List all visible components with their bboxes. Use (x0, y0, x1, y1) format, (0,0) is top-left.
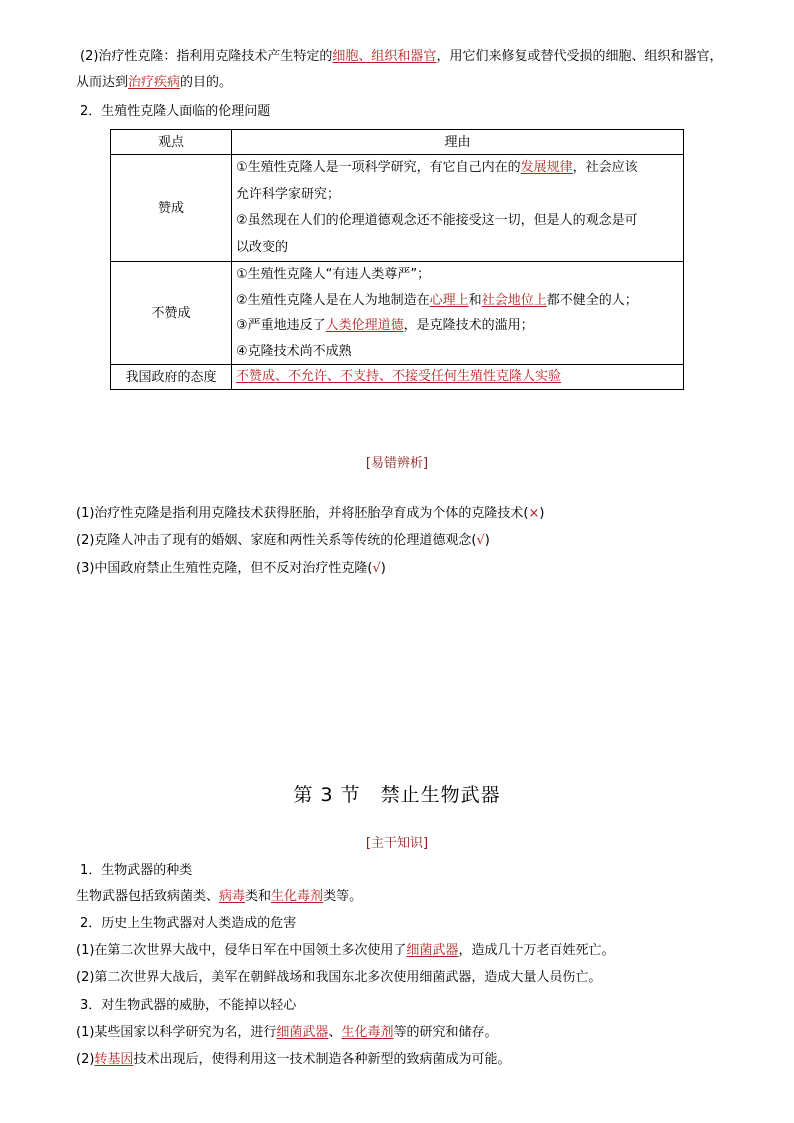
reason-line: ②虽然现在人们的伦理道德观念还不能接受这一切，但是人的观念是可 (236, 213, 638, 228)
view-cell: 不赞成 (111, 262, 232, 365)
text: (1)治疗性克隆是指利用克隆技术获得胚胎，并将胚胎孕育成为个体的克隆技术( (76, 506, 529, 521)
text: 都不健全的人； (546, 292, 638, 308)
reason-line (236, 155, 679, 182)
reason-cell (232, 262, 684, 365)
text: (1)某些国家以科学研究为名，进行 (76, 1025, 277, 1040)
heading-ethics: 2．生殖性克隆人面临的伦理问题 (80, 104, 271, 119)
text: ，是克隆技术的滥用； (403, 318, 534, 333)
text: (2) (76, 1052, 95, 1067)
paragraph: (2)第二次世界大战后，美军在朝鲜战场和我国东北多次使用细菌武器，造成大量人员伤亡。 (76, 970, 602, 985)
text: ) (380, 561, 386, 576)
text: ，用它们来修复或替代受损的细胞、组织和器官， (436, 49, 723, 64)
text: 从而达到 (76, 75, 129, 90)
fill-blank: 病毒 (219, 889, 246, 904)
reason-line (236, 288, 679, 314)
fill-blank: 生化毒剂 (341, 1025, 394, 1040)
fill-blank: 心理上 (429, 292, 469, 308)
fill-blank: 不赞成、不允许、不支持、不接受任何生殖性克隆人实验 (236, 369, 562, 384)
fill-blank: 人类伦理道德 (325, 318, 404, 333)
reason-line: 以改变的 (236, 239, 289, 255)
table-row-oppose (111, 262, 684, 365)
heading-weapon-types: 1．生物武器的种类 (80, 863, 193, 878)
table-row-support (111, 155, 684, 262)
fill-blank: 细胞、组织和器官 (332, 49, 437, 64)
judgement-item (76, 559, 386, 579)
fill-blank: 治疗疾病 (128, 75, 181, 90)
reason-line: ④克隆技术尚不成熟 (236, 343, 352, 359)
reason-line: 允许科学家研究； (236, 186, 341, 202)
reason-line: ①生殖性克隆人“有违人类尊严”； (236, 267, 431, 282)
judgement-item (76, 531, 490, 551)
text: 类和 (245, 889, 272, 904)
text: ①生殖性克隆人是一项科学研究，有它自己内在的 (236, 160, 521, 175)
paragraph-therapeutic-cloning-line2 (76, 73, 232, 93)
check-mark-icon: √ (372, 561, 381, 576)
text: 生物武器包括致病菌类、 (76, 889, 220, 904)
table-row-government (111, 365, 684, 390)
fill-blank: 细菌武器 (276, 1025, 329, 1040)
text: ③严重地违反了 (236, 318, 326, 333)
paragraph (76, 887, 362, 907)
text: 的目的。 (180, 75, 233, 90)
ethics-table (110, 129, 684, 390)
text: 技术出现后，使得利用这一技术制造各种新型的致病菌成为可能。 (133, 1052, 511, 1067)
fill-blank: 社会地位上 (481, 292, 547, 308)
heading-history-harm: 2．历史上生物武器对人类造成的危害 (80, 916, 297, 931)
text: 等的研究和储存。 (393, 1025, 498, 1040)
text: ②生殖性克隆人是在人为地制造在 (236, 292, 430, 308)
heading-threat: 3．对生物武器的威胁，不能掉以轻心 (80, 998, 297, 1013)
fill-blank: 细菌武器 (406, 943, 459, 958)
view-cell: 赞成 (111, 155, 232, 262)
header-reason: 理由 (232, 130, 684, 155)
chapter-title: 第 3 节 禁止生物武器 (293, 784, 501, 806)
reason-line (236, 313, 679, 339)
paragraph (76, 1050, 510, 1070)
reason-cell (232, 155, 684, 262)
fill-blank: 转基因 (94, 1052, 134, 1067)
paragraph-therapeutic-cloning-line1 (80, 47, 722, 67)
paragraph (76, 941, 614, 961)
text: ，造成几十万老百姓死亡。 (458, 943, 615, 958)
reason-cell (232, 365, 684, 390)
view-cell: 我国政府的态度 (111, 365, 232, 390)
text: 、 (328, 1025, 342, 1040)
section-title-errors: [易错辨析] (365, 456, 429, 471)
text: (2)治疗性克隆：指利用克隆技术产生特定的 (80, 49, 333, 64)
cross-mark-icon: × (528, 506, 540, 521)
text: ) (484, 533, 490, 548)
fill-blank: 发展规律 (520, 160, 573, 175)
table-header-row (111, 130, 684, 155)
text: (3)中国政府禁止生殖性克隆，但不反对治疗性克隆( (76, 561, 373, 576)
check-mark-icon: √ (476, 533, 485, 548)
text: 和 (468, 292, 482, 308)
header-view: 观点 (111, 130, 232, 155)
fill-blank: 生化毒剂 (271, 889, 324, 904)
text: (2)克隆人冲击了现有的婚姻、家庭和两性关系等传统的伦理道德观念( (76, 533, 477, 548)
text: (1)在第二次世界大战中，侵华日军在中国领土多次使用了 (76, 943, 407, 958)
text: ) (539, 506, 545, 521)
text: ，社会应该 (572, 160, 638, 175)
section-title-main: [主干知识] (365, 836, 429, 851)
paragraph (76, 1023, 497, 1043)
text: 类等。 (323, 889, 363, 904)
judgement-item (76, 504, 544, 524)
